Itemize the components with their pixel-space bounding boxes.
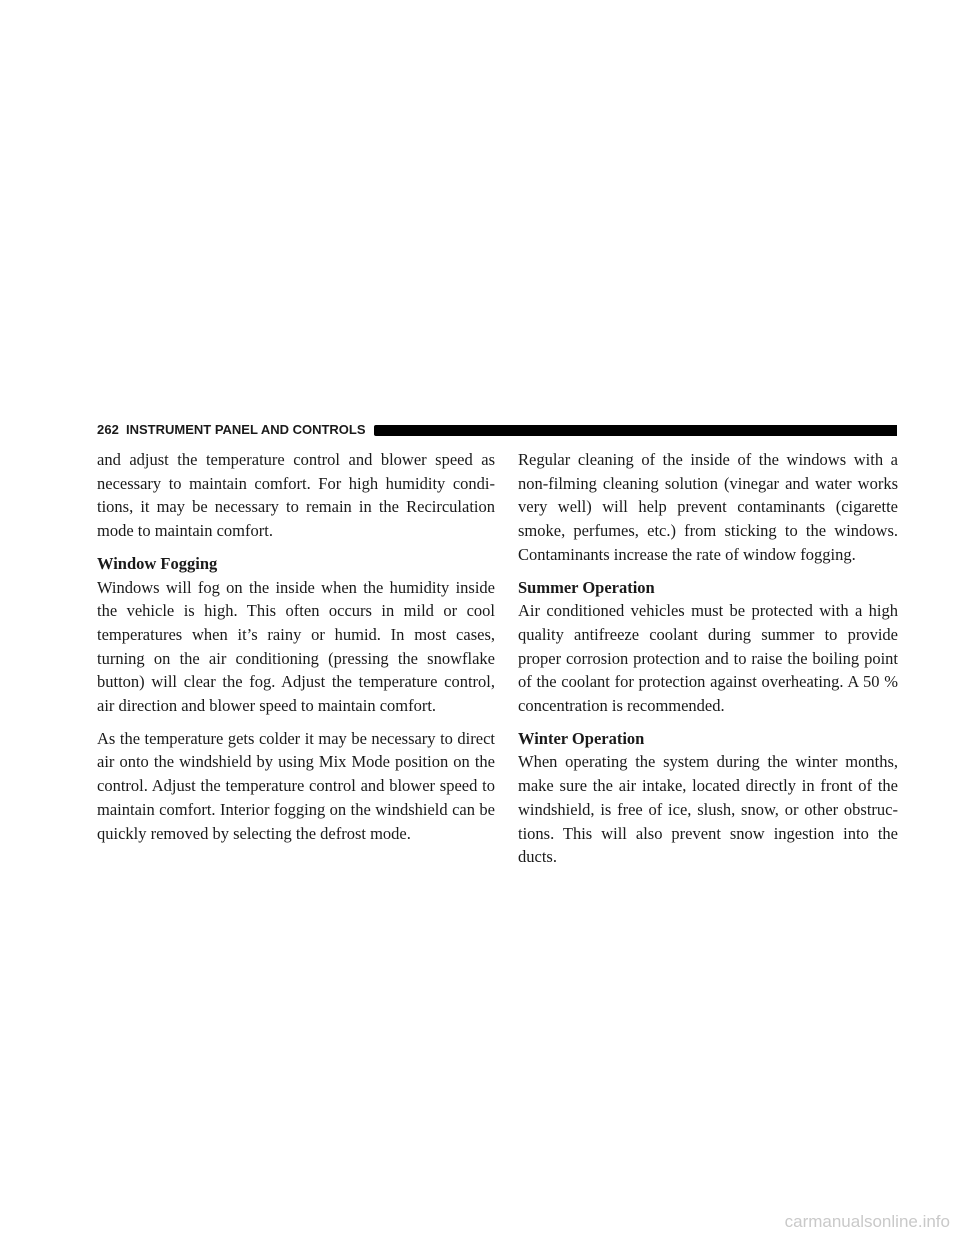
left-column bbox=[97, 448, 495, 854]
heading-window-fogging: Window Fogging bbox=[97, 553, 218, 573]
paragraph-summer-operation: Air conditioned vehicles must be protected with a high quality antifreeze coolant during summer to provide proper corrosion protection and to raise the boiling point of the coolant for protection against overheating. A 50 % concentration is recommended. bbox=[518, 601, 898, 716]
header-rule bbox=[374, 425, 897, 436]
paragraph-winter-operation: When operating the system during the winter months, make sure the air intake, located directly in front of the windshield, is free of ice, slush, snow, or other obstructions. This will also prevent snow ingestion into the ducts. bbox=[518, 752, 898, 867]
page-number: 262 bbox=[97, 422, 119, 437]
footer-watermark: carmanualsonline.info bbox=[784, 1212, 950, 1231]
paragraph-window-fogging-1: Windows will fog on the inside when the humidity inside the vehicle is high. This often occurs in mild or cool temperatures when it’s rainy or humid. In most cases, turning on the air conditioning (pressing the snowflake button) will clear the fog. Adjust the temperature control, air direction and blower speed to maintain comfort. bbox=[97, 577, 495, 716]
page-header bbox=[97, 421, 897, 438]
paragraph-intro-left: and adjust the temperature control and blower speed as necessary to maintain comfort. For high humidity conditions, it may be necessary to remain in the Recirculation mode to maintain comfort. bbox=[97, 450, 495, 541]
paragraph-intro-right: Regular cleaning of the inside of the windows with a non-filming cleaning solution (vinegar and water works very well) will help prevent contaminants (cigarette smoke, perfumes, etc.) from sticking to the windows. Contaminants increase the rate of window fogging. bbox=[518, 450, 898, 564]
heading-summer-operation: Summer Operation bbox=[518, 577, 655, 597]
right-column bbox=[518, 448, 898, 878]
heading-winter-operation: Winter Operation bbox=[518, 728, 645, 748]
section-title: INSTRUMENT PANEL AND CONTROLS bbox=[126, 422, 366, 437]
paragraph-window-fogging-2: As the temperature gets colder it may be necessary to direct air onto the windshield by using Mix Mode position on the control. Adjust the temperature control and blower speed to maintain comfort. Interior fogging on the windshield can be quickly removed by selecting the defrost mode. bbox=[97, 728, 495, 843]
